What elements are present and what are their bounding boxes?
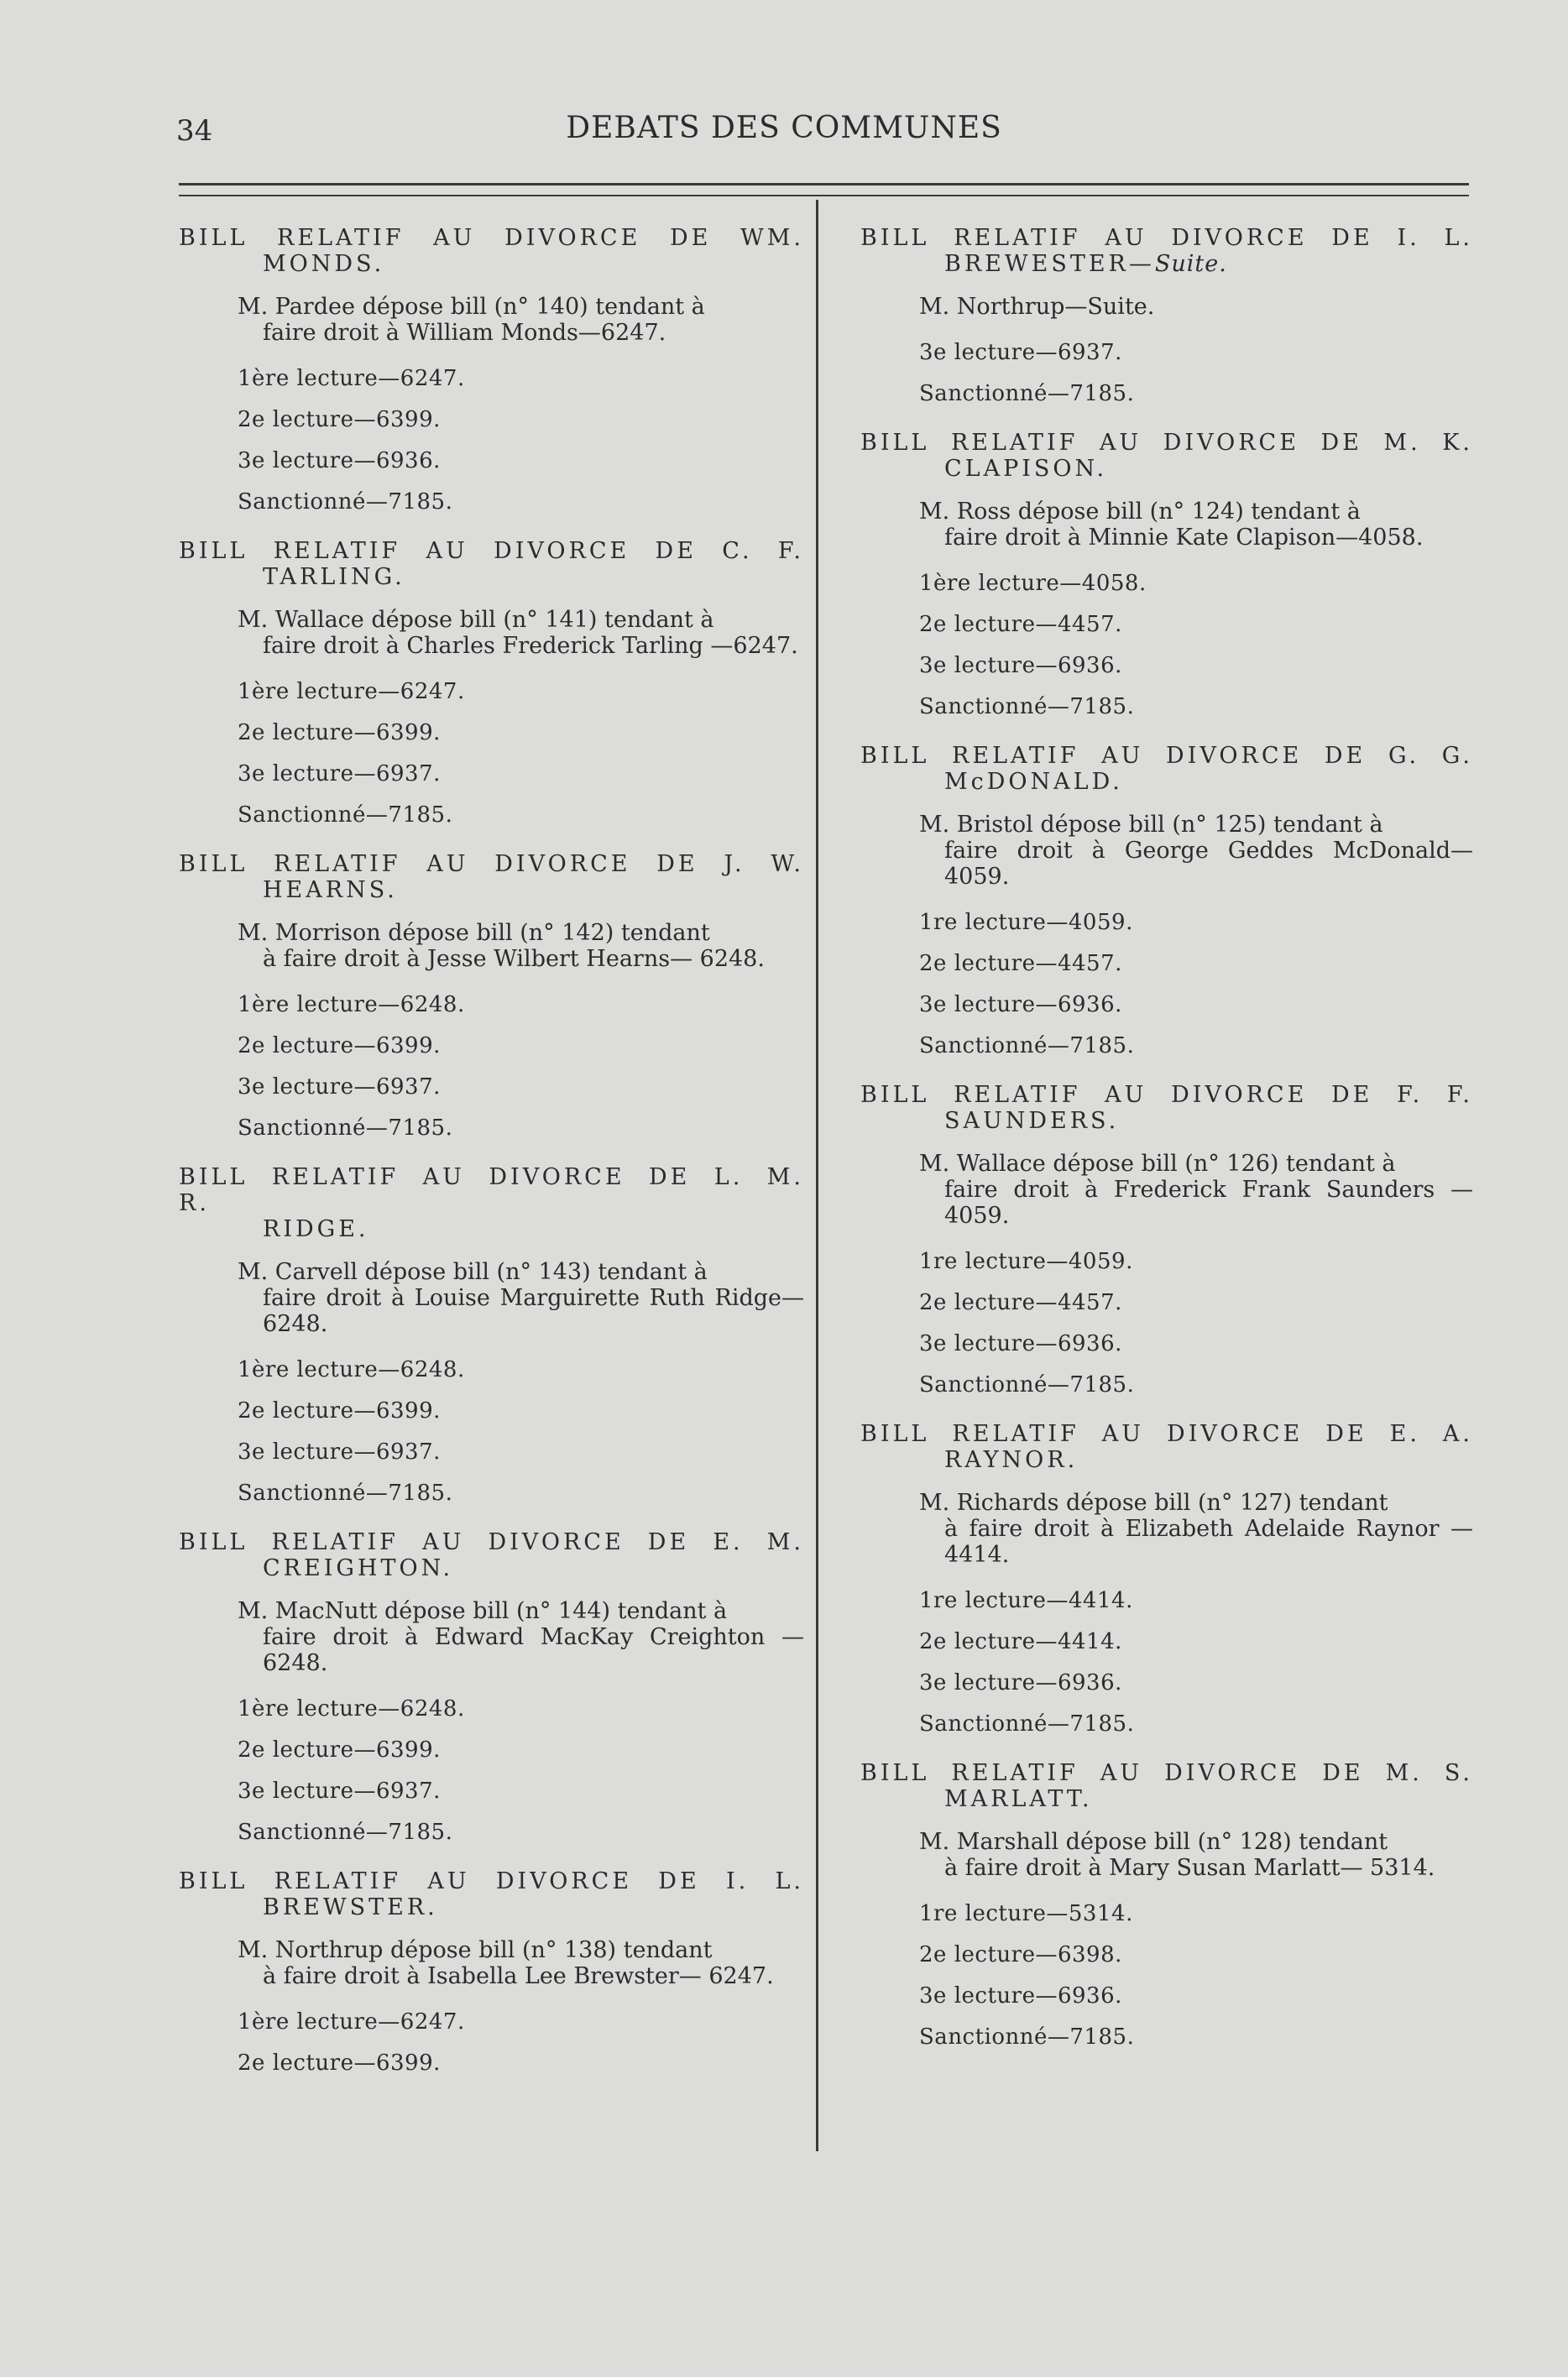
motion-first-line: M. Carvell dépose bill (n° 143) tendant à xyxy=(238,1259,708,1285)
header-rule xyxy=(179,183,1469,185)
reading-item: 1ère lecture—6247. xyxy=(238,2009,465,2035)
reading-item: Sanctionné—7185. xyxy=(238,1481,453,1506)
reading-item: 3e lecture—6937. xyxy=(238,1074,441,1100)
reading-item: Sanctionné—7185. xyxy=(919,1711,1135,1737)
suite-label: Suite. xyxy=(1154,251,1227,277)
bill-title-continuation: McDONALD. xyxy=(944,769,1123,795)
motion-first-line: M. Wallace dépose bill (n° 126) tendant à xyxy=(919,1151,1396,1177)
bill-entry xyxy=(860,1421,1473,1737)
reading-item: 2e lecture—6399. xyxy=(238,720,441,745)
bill-title-line: BILL RELATIF AU DIVORCE DE F. F. xyxy=(860,1082,1473,1108)
bill-title-continuation xyxy=(860,251,1473,277)
motion-text xyxy=(238,1937,804,1989)
motion-continuation: à faire droit à Jesse Wilbert Hearns— 6248. xyxy=(263,946,765,972)
reading-item: Sanctionné—7185. xyxy=(238,489,453,515)
reading-item: 2e lecture—6399. xyxy=(238,2050,441,2076)
bill-title-line: BILL RELATIF AU DIVORCE DE I. L. xyxy=(860,225,1473,251)
bill-title xyxy=(860,1760,1473,1812)
motion-continuation: faire droit à Minnie Kate Clapison—4058. xyxy=(944,525,1424,551)
bill-title-line: BILL RELATIF AU DIVORCE DE M. K. xyxy=(860,430,1473,456)
bill-entry xyxy=(860,1760,1473,2050)
motion-text xyxy=(238,1598,804,1676)
motion-member: M. Northrup— xyxy=(919,294,1088,320)
reading-item: 1ère lecture—6248. xyxy=(238,1357,465,1382)
bill-title xyxy=(860,1082,1473,1134)
motion-first-line: M. Morrison dépose bill (n° 142) tendant xyxy=(238,920,710,946)
motion-first-line: M. MacNutt dépose bill (n° 144) tendant à xyxy=(238,1598,728,1624)
bill-title-line: BILL RELATIF AU DIVORCE DE E. A. xyxy=(860,1421,1473,1447)
motion-text xyxy=(238,607,804,659)
bill-entry xyxy=(860,225,1473,406)
motion-text xyxy=(919,1151,1473,1229)
reading-item: 2e lecture—6399. xyxy=(238,407,441,432)
motion-text xyxy=(919,294,1473,320)
suite-label: Suite. xyxy=(1087,294,1155,320)
bill-title xyxy=(860,430,1473,482)
reading-item: 1re lecture—4059. xyxy=(919,910,1133,935)
bill-entry xyxy=(179,538,804,828)
motion-first-line: M. Northrup dépose bill (n° 138) tendant xyxy=(238,1937,713,1963)
reading-item: 3e lecture—6937. xyxy=(919,340,1122,365)
motion-continuation: à faire droit à Isabella Lee Brewster— 6247. xyxy=(263,1963,774,1989)
bill-entry xyxy=(179,1164,804,1506)
bill-entry xyxy=(179,1868,804,2076)
bill-title-continuation: CREIGHTON. xyxy=(263,1555,454,1581)
reading-item: 3e lecture—6936. xyxy=(919,653,1122,678)
bill-title-name: BREWESTER— xyxy=(944,251,1155,277)
bill-title-line: BILL RELATIF AU DIVORCE DE E. M. xyxy=(179,1529,804,1555)
reading-item: 3e lecture—6936. xyxy=(919,992,1122,1017)
reading-item: 2e lecture—6399. xyxy=(238,1737,441,1763)
bill-title xyxy=(179,851,804,903)
motion-first-line: M. Wallace dépose bill (n° 141) tendant à xyxy=(238,607,714,633)
bill-title-continuation: RIDGE. xyxy=(263,1216,369,1242)
reading-item: 3e lecture—6937. xyxy=(238,761,441,786)
bill-title xyxy=(179,1529,804,1581)
motion-continuation: à faire droit à Elizabeth Adelaide Raynor —4414. xyxy=(944,1516,1473,1568)
motion-text xyxy=(919,1829,1473,1881)
bill-title-line: BILL RELATIF AU DIVORCE DE J. W. xyxy=(179,851,804,877)
motion-continuation: faire droit à George Geddes McDonald— 4059. xyxy=(944,838,1473,890)
reading-item: 3e lecture—6937. xyxy=(238,1779,441,1804)
motion-continuation: faire droit à Louise Marguirette Ruth Ridge—6248. xyxy=(263,1285,804,1337)
reading-item: 1ère lecture—6248. xyxy=(238,1696,465,1721)
motion-continuation: à faire droit à Mary Susan Marlatt— 5314. xyxy=(944,1855,1435,1881)
bill-title-line: BILL RELATIF AU DIVORCE DE C. F. xyxy=(179,538,804,564)
page-title: DEBATS DES COMMUNES xyxy=(566,111,1002,145)
reading-item: Sanctionné—7185. xyxy=(919,694,1135,719)
reading-item: 2e lecture—4457. xyxy=(919,612,1122,637)
motion-first-line: M. Bristol dépose bill (n° 125) tendant à xyxy=(919,812,1383,838)
reading-item: Sanctionné—7185. xyxy=(919,1033,1135,1058)
motion-text xyxy=(238,920,804,972)
page-number: 34 xyxy=(176,114,213,148)
motion-first-line: M. Richards dépose bill (n° 127) tendant xyxy=(919,1490,1388,1516)
motion-first-line: M. Marshall dépose bill (n° 128) tendant xyxy=(919,1829,1388,1855)
motion-text xyxy=(919,812,1473,890)
reading-item: Sanctionné—7185. xyxy=(919,1372,1135,1397)
left-column xyxy=(179,225,804,2099)
motion-text xyxy=(919,1490,1473,1568)
reading-item: Sanctionné—7185. xyxy=(238,1115,453,1141)
reading-item: 3e lecture—6937. xyxy=(238,1439,441,1465)
reading-item: 2e lecture—6399. xyxy=(238,1033,441,1058)
bill-title-continuation: CLAPISON. xyxy=(944,456,1108,482)
bill-title-continuation: HEARNS. xyxy=(263,877,398,903)
reading-item: 3e lecture—6936. xyxy=(919,1331,1122,1356)
reading-item: 1ère lecture—6248. xyxy=(238,992,465,1017)
bill-entry xyxy=(860,430,1473,719)
motion-text xyxy=(238,294,804,346)
reading-item: 2e lecture—4457. xyxy=(919,951,1122,976)
bill-title-line: BILL RELATIF AU DIVORCE DE M. S. xyxy=(860,1760,1473,1786)
reading-item: 1re lecture—5314. xyxy=(919,1901,1133,1926)
bill-title-line: BILL RELATIF AU DIVORCE DE WM. xyxy=(179,225,804,251)
motion-text xyxy=(238,1259,804,1337)
reading-item: 1ère lecture—6247. xyxy=(238,679,465,704)
motion-continuation: faire droit à Edward MacKay Creighton —6248. xyxy=(263,1624,804,1676)
reading-item: 3e lecture—6936. xyxy=(238,448,441,473)
motion-first-line: M. Pardee dépose bill (n° 140) tendant à xyxy=(238,294,705,320)
right-column xyxy=(860,225,1473,2073)
motion-continuation: faire droit à Charles Frederick Tarling —6247. xyxy=(263,633,798,659)
bill-title xyxy=(179,538,804,590)
bill-title xyxy=(860,225,1473,277)
bill-title-continuation: RAYNOR. xyxy=(944,1447,1079,1473)
reading-item: 2e lecture—6398. xyxy=(919,1942,1122,1967)
reading-item: 1ère lecture—6247. xyxy=(238,366,465,391)
bill-entry xyxy=(179,225,804,515)
bill-title-line: BILL RELATIF AU DIVORCE DE I. L. xyxy=(179,1868,804,1894)
reading-item: 2e lecture—4414. xyxy=(919,1629,1122,1654)
motion-text xyxy=(919,499,1473,551)
reading-item: 3e lecture—6936. xyxy=(919,1670,1122,1695)
bill-title xyxy=(179,1868,804,1920)
reading-item: Sanctionné—7185. xyxy=(238,802,453,828)
bill-entry xyxy=(860,743,1473,1058)
motion-first-line xyxy=(919,294,1473,320)
bill-title xyxy=(860,1421,1473,1473)
bill-title xyxy=(860,743,1473,795)
reading-item: Sanctionné—7185. xyxy=(238,1820,453,1845)
bill-title-continuation: BREWSTER. xyxy=(263,1894,438,1920)
header-rule-thin xyxy=(179,195,1469,196)
reading-item: Sanctionné—7185. xyxy=(919,381,1135,406)
bill-entry xyxy=(179,851,804,1141)
bill-title-line: BILL RELATIF AU DIVORCE DE L. M. R. xyxy=(179,1164,804,1216)
bill-title-continuation: MONDS. xyxy=(263,251,385,277)
bill-entry xyxy=(860,1082,1473,1397)
motion-continuation: faire droit à William Monds—6247. xyxy=(263,320,666,346)
bill-title xyxy=(179,225,804,277)
bill-entry xyxy=(179,1529,804,1845)
bill-title-continuation: SAUNDERS. xyxy=(944,1108,1120,1134)
column-divider xyxy=(816,200,818,2151)
reading-item: 2e lecture—4457. xyxy=(919,1290,1122,1315)
reading-item: 1ère lecture—4058. xyxy=(919,571,1147,596)
reading-item: 1re lecture—4414. xyxy=(919,1588,1133,1613)
reading-item: 2e lecture—6399. xyxy=(238,1398,441,1424)
motion-continuation: faire droit à Frederick Frank Saunders —4059. xyxy=(944,1177,1473,1229)
reading-item: Sanctionné—7185. xyxy=(919,2024,1135,2050)
bill-title-line: BILL RELATIF AU DIVORCE DE G. G. xyxy=(860,743,1473,769)
motion-first-line: M. Ross dépose bill (n° 124) tendant à xyxy=(919,499,1361,525)
bill-title-continuation: TARLING. xyxy=(263,564,405,590)
reading-item: 3e lecture—6936. xyxy=(919,1983,1122,2009)
bill-title xyxy=(179,1164,804,1242)
bill-title-continuation: MARLATT. xyxy=(944,1786,1093,1812)
reading-item: 1re lecture—4059. xyxy=(919,1249,1133,1274)
